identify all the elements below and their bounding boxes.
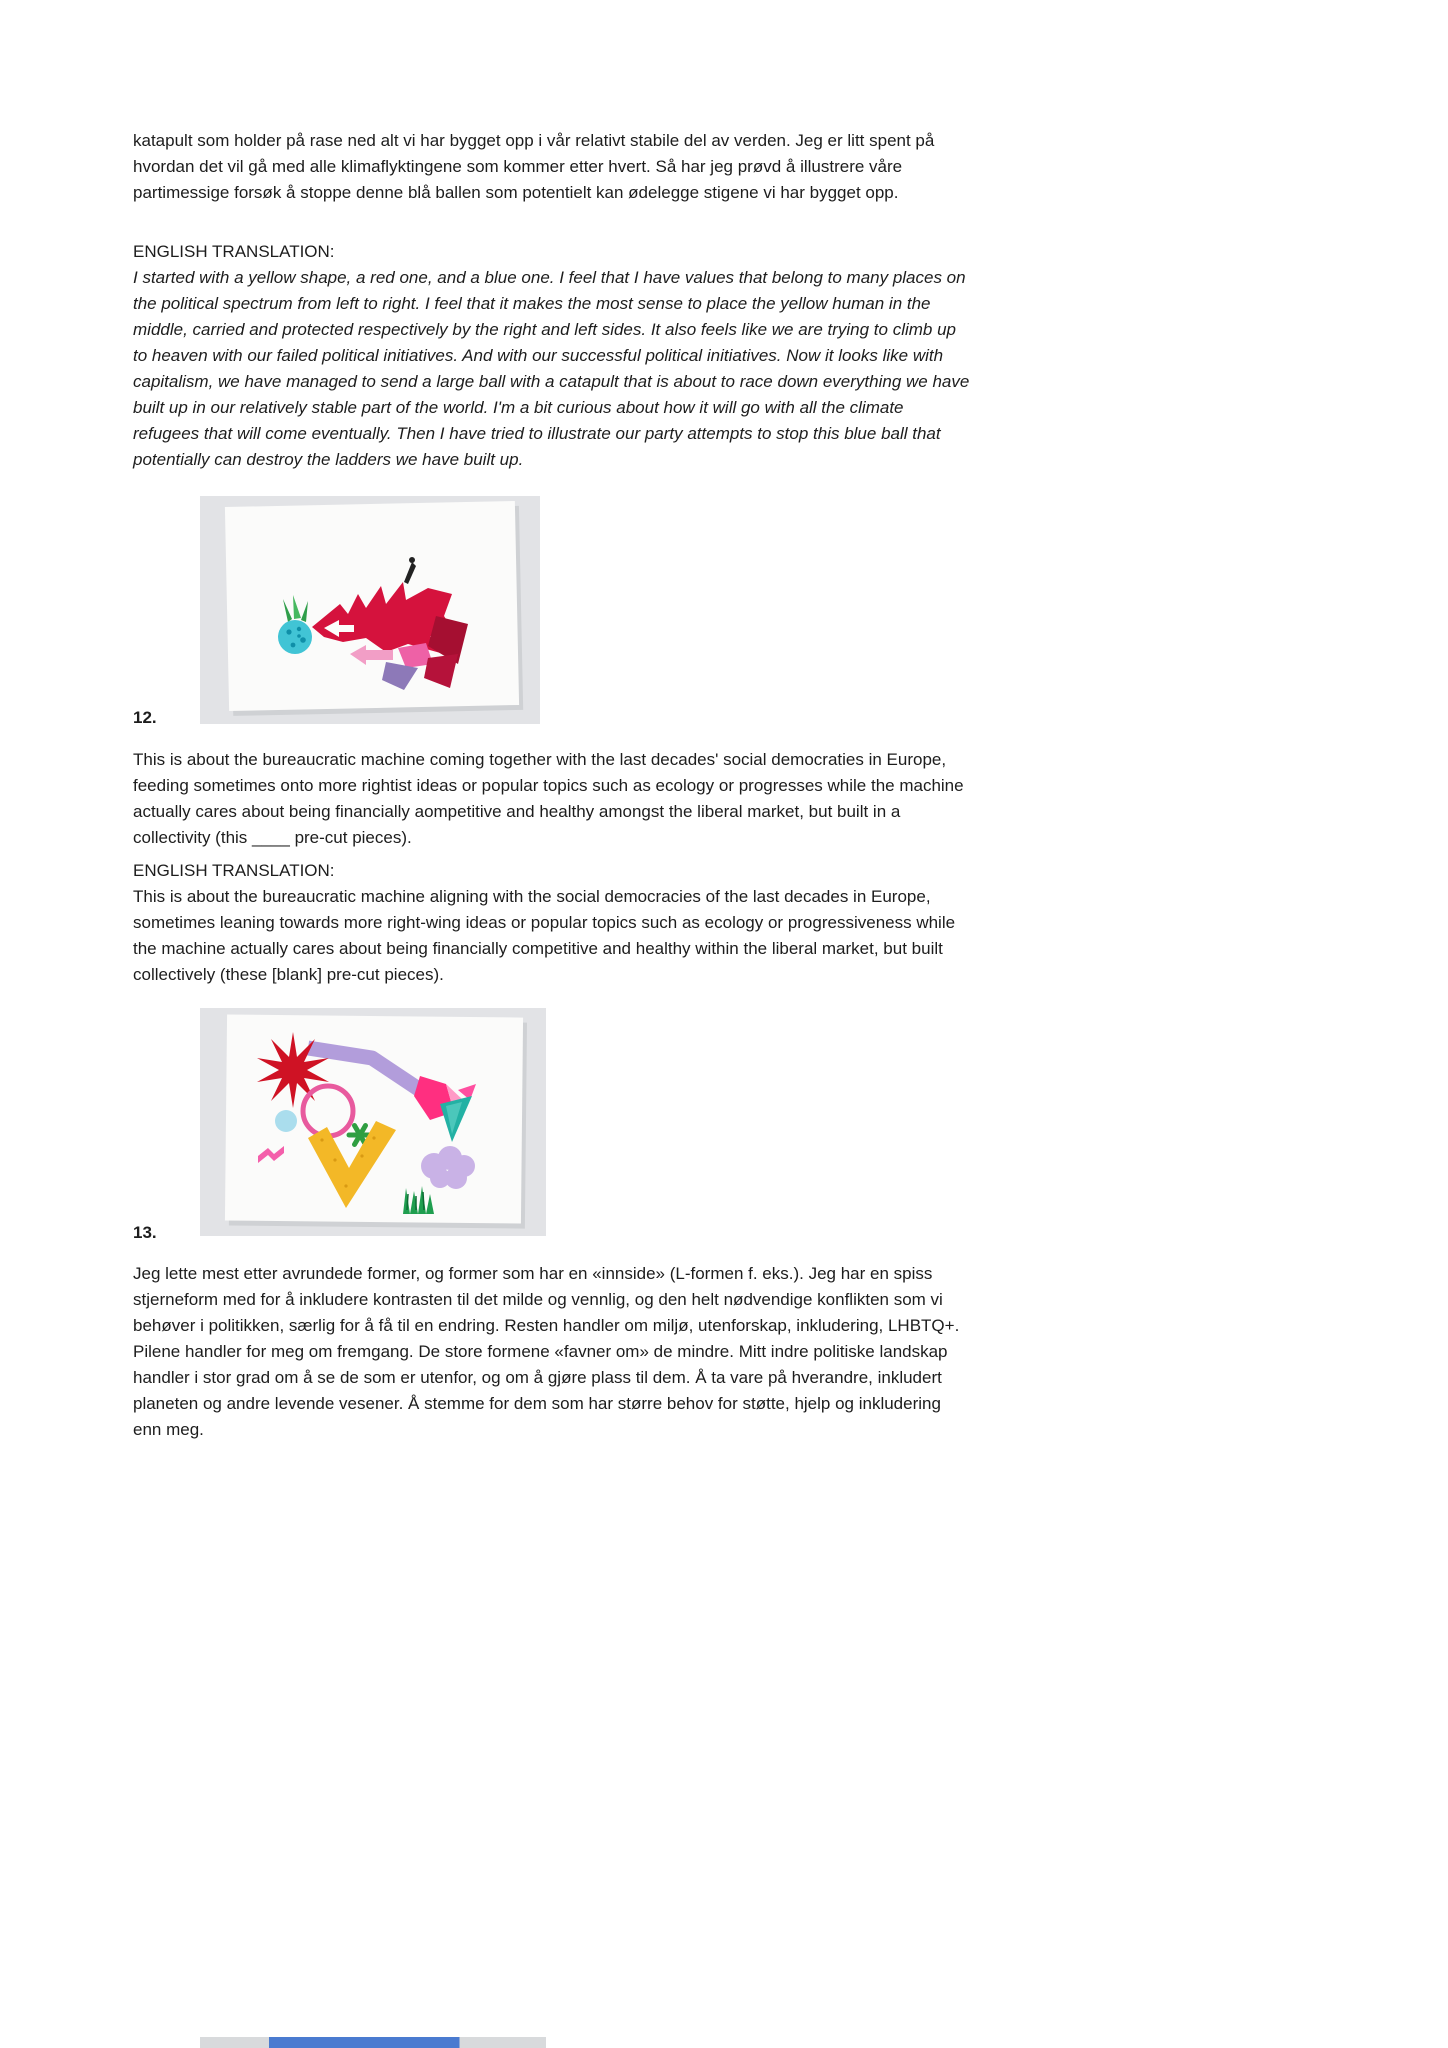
collage-1-art	[200, 496, 540, 724]
paragraph-translation-1: I started with a yellow shape, a red one, and a blue one. I feel that I have values that belong to many places on the political spectrum from left to right. I feel that it makes the most sense to place the yellow human in the middle, carried and protected respectively by the right and left sides. It also feels like we are trying to climb up to heaven with our failed political initiatives. And with our successful political initiatives. Now it looks like with capitalism, we have managed to send a large ball with a catapult that is about to race down everything we have built up in our relatively stable part of the world. I'm a bit curious about how it will go with all the climate refugees that will come eventually. Then I have tried to illustrate our party attempts to stop this blue ball that potentially can destroy the ladders we have built up.	[133, 268, 975, 469]
black-dot-shape	[409, 557, 415, 563]
next-photo-partial-strip	[200, 2037, 546, 2048]
item-13-number: 13.	[133, 1223, 157, 1242]
paragraph-continuation-norwegian: katapult som holder på rase ned alt vi har bygget opp i vår relativt stabile del av verden. Jeg er litt spent på hvordan det vil gå med alle klimaflyktingene som kommer etter hvert. Så har jeg prøvd å illustrere våre partimessige forsøk å stoppe denne blå ballen som potentielt kan ødelegge stigene vi har bygget opp.	[133, 131, 940, 202]
collage-photo-1	[200, 496, 540, 724]
translation-label-1: ENGLISH TRANSLATION:	[133, 242, 335, 261]
translation-label-2: ENGLISH TRANSLATION:	[133, 861, 335, 880]
paragraph-translation-2: This is about the bureaucratic machine aligning with the social democracies of the last decades in Europe, sometimes leaning towards more right-wing ideas or popular topics such as ecology or progressiveness while the machine actually cares about being financially competitive and healthy within the liberal market, but built collectively (these [blank] pre-cut pieces).	[133, 887, 960, 984]
paper-2-sheet	[225, 1014, 523, 1223]
item-12-number: 12.	[133, 708, 157, 727]
collage-photo-2	[200, 1008, 546, 1236]
item-13-description: Jeg lette mest etter avrundede former, og former som har en «innside» (L-formen f. eks.). Jeg har en spiss stjerneform med for å inkludere kontrasten til det milde og vennlig, og den helt nødvendige konflikten som vi behøver i politikken, særlig for å få til en endring. Resten handler om miljø, utenforskap, inkludering, LHBTQ+. Pilene handler for meg om fremgang. De store formene «favner om» de mindre. Mitt indre politiske landskap handler i stor grad om å se de som er utenfor, og om å gjøre plass til dem. Å ta vare på hverandre, inkludert planeten og andre levende vesener. Å stemme for dem som har større behov for støtte, hjelp og inkludering enn meg.	[133, 1264, 965, 1439]
teal-ball-shape	[278, 620, 312, 654]
collage-2-art	[200, 1008, 546, 1236]
light-blue-dot-shape	[275, 1110, 297, 1132]
item-12-description: This is about the bureaucratic machine coming together with the last decades' social democraties in Europe, feeding sometimes onto more rightist ideas or popular topics such as ecology or progresses while the machine actually cares about being financially aompetitive and healthy amongst the liberal market, but built in a collectivity (this ____ pre-cut pieces).	[133, 750, 969, 847]
